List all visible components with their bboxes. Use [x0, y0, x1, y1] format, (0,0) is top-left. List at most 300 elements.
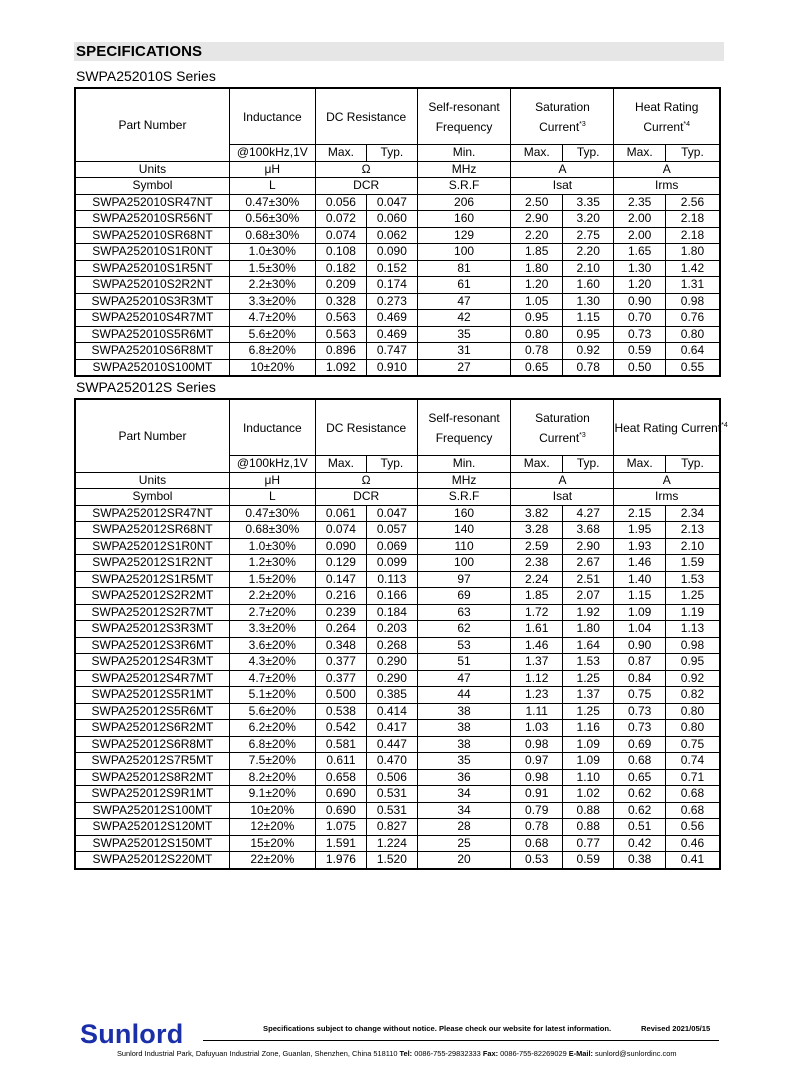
srf-min-cell: 44 — [417, 687, 511, 704]
dcr-max-cell: 0.074 — [315, 227, 366, 244]
dcr-max-cell: 0.328 — [315, 293, 366, 310]
dcr-typ-header: Typ. — [367, 456, 417, 473]
table-row — [75, 819, 720, 836]
irms-typ-cell: 2.13 — [665, 522, 720, 539]
isat-typ-cell: 2.20 — [562, 244, 613, 261]
inductance-cell: 1.5±20% — [229, 571, 315, 588]
isat-max-cell: 3.82 — [511, 505, 562, 522]
irms-typ-cell: 0.80 — [665, 703, 720, 720]
inductance-cell: 2.7±20% — [229, 604, 315, 621]
irms-max-cell: 0.84 — [614, 670, 665, 687]
table-row — [75, 522, 720, 539]
irms-max-cell: 1.93 — [614, 538, 665, 555]
isat-typ-cell: 1.25 — [562, 670, 613, 687]
isat-typ-cell: 1.37 — [562, 687, 613, 704]
irms-max-cell: 0.62 — [614, 786, 665, 803]
units-label: Units — [75, 472, 229, 489]
spec-table-swpa252010s — [74, 87, 721, 377]
inductance-cell: 6.8±20% — [229, 343, 315, 360]
inductance-cell: 1.0±30% — [229, 244, 315, 261]
inductance-cell: 1.2±30% — [229, 555, 315, 572]
part-number-cell: SWPA252010S3R3MT — [75, 293, 229, 310]
table-row — [75, 194, 720, 211]
isat-typ-cell: 2.51 — [562, 571, 613, 588]
inductance-cell: 6.2±20% — [229, 720, 315, 737]
part-number-cell: SWPA252010SR56NT — [75, 211, 229, 228]
dcr-max-cell: 1.092 — [315, 359, 366, 376]
srf-min-cell: 35 — [417, 326, 511, 343]
header-srf: Self-resonant Frequency — [417, 399, 511, 456]
dcr-typ-cell: 0.060 — [367, 211, 417, 228]
isat-typ-cell: 4.27 — [562, 505, 613, 522]
tel-label: Tel: — [399, 1049, 413, 1058]
irms-max-cell: 1.04 — [614, 621, 665, 638]
dcr-max-cell: 0.611 — [315, 753, 366, 770]
dcr-typ-cell: 0.184 — [367, 604, 417, 621]
dcr-typ-cell: 0.166 — [367, 588, 417, 605]
irms-typ-cell: 0.80 — [665, 326, 720, 343]
section-title: SPECIFICATIONS — [76, 43, 203, 60]
inductance-cell: 9.1±20% — [229, 786, 315, 803]
table-row — [75, 227, 720, 244]
isat-max-cell: 2.38 — [511, 555, 562, 572]
isat-max-cell: 2.20 — [511, 227, 562, 244]
part-number-cell: SWPA252012S6R2MT — [75, 720, 229, 737]
dcr-max-cell: 0.216 — [315, 588, 366, 605]
srf-min-cell: 34 — [417, 802, 511, 819]
dcr-typ-cell: 0.469 — [367, 326, 417, 343]
series-title-1: SWPA252010S Series — [76, 68, 216, 84]
units-row — [75, 161, 720, 178]
irms-typ-cell: 0.98 — [665, 293, 720, 310]
irms-typ-cell: 1.13 — [665, 621, 720, 638]
isat-max-cell: 0.78 — [511, 819, 562, 836]
unit-srf: MHz — [417, 472, 511, 489]
inductance-cell: 7.5±20% — [229, 753, 315, 770]
irms-typ-cell: 0.55 — [665, 359, 720, 376]
isat-typ-cell: 1.30 — [562, 293, 613, 310]
isat-max-cell: 0.98 — [511, 769, 562, 786]
footnote-marker: *3 — [579, 431, 586, 439]
part-number-cell: SWPA252010S6R8MT — [75, 343, 229, 360]
isat-max-cell: 2.59 — [511, 538, 562, 555]
symbol-row — [75, 489, 720, 506]
inductance-cell: 10±20% — [229, 802, 315, 819]
isat-typ-cell: 3.20 — [562, 211, 613, 228]
irms-typ-cell: 0.56 — [665, 819, 720, 836]
srf-min-cell: 35 — [417, 753, 511, 770]
spec-table-swpa252012s — [74, 398, 728, 870]
inductance-cell: 2.2±20% — [229, 588, 315, 605]
dcr-typ-cell: 0.273 — [367, 293, 417, 310]
srf-min-cell: 160 — [417, 505, 511, 522]
footer-revised-date: Revised 2021/05/15 — [641, 1024, 711, 1033]
part-number-cell: SWPA252012S8R2MT — [75, 769, 229, 786]
table-row — [75, 293, 720, 310]
irms-typ-cell: 1.19 — [665, 604, 720, 621]
srf-min-cell: 63 — [417, 604, 511, 621]
dcr-typ-cell: 0.069 — [367, 538, 417, 555]
part-number-cell: SWPA252010S1R5NT — [75, 260, 229, 277]
heat-max-header: Max. — [614, 456, 665, 473]
dcr-max-cell: 0.209 — [315, 277, 366, 294]
part-number-cell: SWPA252012S1R5MT — [75, 571, 229, 588]
symbol-srf: S.R.F — [417, 489, 511, 506]
irms-max-cell: 1.65 — [614, 244, 665, 261]
symbol-row — [75, 178, 720, 195]
dcr-max-cell: 0.072 — [315, 211, 366, 228]
inductance-cell: 5.1±20% — [229, 687, 315, 704]
inductance-cell: 4.7±20% — [229, 670, 315, 687]
isat-max-cell: 2.90 — [511, 211, 562, 228]
dcr-max-cell: 0.377 — [315, 654, 366, 671]
isat-max-cell: 0.65 — [511, 359, 562, 376]
series-title-2: SWPA252012S Series — [76, 379, 216, 395]
irms-max-cell: 0.70 — [614, 310, 665, 327]
table-row — [75, 835, 720, 852]
dcr-max-cell: 0.147 — [315, 571, 366, 588]
irms-typ-cell: 0.95 — [665, 654, 720, 671]
srf-min-cell: 53 — [417, 637, 511, 654]
srf-min-cell: 34 — [417, 786, 511, 803]
part-number-cell: SWPA252010SR68NT — [75, 227, 229, 244]
sat-max-header: Max. — [511, 145, 562, 162]
email-address: sunlord@sunlordinc.com — [595, 1049, 677, 1058]
part-number-cell: SWPA252010SR47NT — [75, 194, 229, 211]
srf-min-cell: 51 — [417, 654, 511, 671]
irms-typ-cell: 0.75 — [665, 736, 720, 753]
dcr-max-cell: 0.264 — [315, 621, 366, 638]
irms-typ-cell: 0.98 — [665, 637, 720, 654]
dcr-max-cell: 0.108 — [315, 244, 366, 261]
isat-typ-cell: 2.67 — [562, 555, 613, 572]
isat-max-cell: 1.37 — [511, 654, 562, 671]
irms-max-cell: 0.90 — [614, 637, 665, 654]
isat-max-cell: 2.50 — [511, 194, 562, 211]
isat-typ-cell: 1.10 — [562, 769, 613, 786]
inductance-cell: 0.68±30% — [229, 522, 315, 539]
isat-typ-cell: 1.64 — [562, 637, 613, 654]
irms-max-cell: 1.09 — [614, 604, 665, 621]
symbol-label: Symbol — [75, 178, 229, 195]
isat-max-cell: 1.12 — [511, 670, 562, 687]
header-inductance: Inductance — [229, 399, 315, 456]
inductance-cell: 3.6±20% — [229, 637, 315, 654]
isat-max-cell: 1.11 — [511, 703, 562, 720]
table-row — [75, 852, 720, 869]
part-number-cell: SWPA252012S150MT — [75, 835, 229, 852]
isat-typ-cell: 0.88 — [562, 802, 613, 819]
table-row — [75, 802, 720, 819]
irms-max-cell: 0.42 — [614, 835, 665, 852]
table-body — [75, 505, 720, 869]
part-number-cell: SWPA252010S1R0NT — [75, 244, 229, 261]
srf-min-cell: 28 — [417, 819, 511, 836]
irms-max-cell: 0.73 — [614, 720, 665, 737]
table-row — [75, 505, 720, 522]
srf-min-header: Min. — [417, 456, 511, 473]
sunlord-logo: Sunlord — [80, 1019, 184, 1049]
srf-min-cell: 38 — [417, 703, 511, 720]
table-row — [75, 604, 720, 621]
isat-max-cell: 1.46 — [511, 637, 562, 654]
dcr-typ-cell: 0.747 — [367, 343, 417, 360]
tel-number: 0086-755-29832333 — [414, 1049, 481, 1058]
irms-max-cell: 1.20 — [614, 277, 665, 294]
srf-min-cell: 81 — [417, 260, 511, 277]
part-number-cell: SWPA252010S5R6MT — [75, 326, 229, 343]
table-row — [75, 555, 720, 572]
header-heat-rating-current: Heat Rating Current$^{*4}$ — [614, 88, 720, 145]
header-part-number: Part Number — [75, 88, 229, 161]
table-row — [75, 654, 720, 671]
dcr-max-cell: 1.976 — [315, 852, 366, 869]
isat-typ-cell: 1.60 — [562, 277, 613, 294]
isat-typ-cell: 1.92 — [562, 604, 613, 621]
isat-typ-cell: 0.59 — [562, 852, 613, 869]
irms-max-cell: 0.65 — [614, 769, 665, 786]
unit-dcr: Ω — [315, 161, 417, 178]
footnote-marker: *4 — [683, 120, 691, 128]
irms-typ-cell: 2.34 — [665, 505, 720, 522]
footer-contact — [117, 1049, 677, 1058]
part-number-cell: SWPA252012S9R1MT — [75, 786, 229, 803]
table-row — [75, 670, 720, 687]
inductance-cell: 8.2±20% — [229, 769, 315, 786]
symbol-inductance: L — [229, 178, 315, 195]
irms-typ-cell: 2.18 — [665, 227, 720, 244]
srf-min-cell: 160 — [417, 211, 511, 228]
section-title-bar — [74, 42, 724, 61]
dcr-max-cell: 0.182 — [315, 260, 366, 277]
part-number-cell: SWPA252012SR68NT — [75, 522, 229, 539]
srf-min-cell: 100 — [417, 244, 511, 261]
irms-max-cell: 2.00 — [614, 227, 665, 244]
isat-typ-cell: 3.35 — [562, 194, 613, 211]
table-row — [75, 786, 720, 803]
part-number-cell: SWPA252012S220MT — [75, 852, 229, 869]
irms-typ-cell: 0.71 — [665, 769, 720, 786]
table-row — [75, 736, 720, 753]
isat-typ-cell: 1.80 — [562, 621, 613, 638]
isat-typ-cell: 2.75 — [562, 227, 613, 244]
irms-typ-cell: 0.74 — [665, 753, 720, 770]
dcr-max-cell: 0.690 — [315, 786, 366, 803]
dcr-typ-cell: 0.057 — [367, 522, 417, 539]
part-number-cell: SWPA252010S100MT — [75, 359, 229, 376]
dcr-typ-cell: 0.414 — [367, 703, 417, 720]
inductance-cell: 22±20% — [229, 852, 315, 869]
table-row — [75, 244, 720, 261]
heat-typ-header: Typ. — [665, 456, 720, 473]
srf-min-cell: 69 — [417, 588, 511, 605]
irms-typ-cell: 0.64 — [665, 343, 720, 360]
irms-typ-cell: 2.56 — [665, 194, 720, 211]
dcr-max-cell: 0.090 — [315, 538, 366, 555]
isat-max-cell: 1.80 — [511, 260, 562, 277]
irms-typ-cell: 1.53 — [665, 571, 720, 588]
fax-label: Fax: — [482, 1049, 499, 1058]
irms-typ-cell: 0.92 — [665, 670, 720, 687]
isat-max-cell: 0.98 — [511, 736, 562, 753]
irms-max-cell: 2.15 — [614, 505, 665, 522]
irms-max-cell: 0.75 — [614, 687, 665, 704]
dcr-typ-cell: 0.174 — [367, 277, 417, 294]
footer-notice: Specifications subject to change without notice. Please check our website for latest information. — [263, 1024, 612, 1033]
table-row — [75, 277, 720, 294]
dcr-typ-cell: 0.268 — [367, 637, 417, 654]
unit-heat: A — [614, 472, 720, 489]
dcr-max-cell: 0.348 — [315, 637, 366, 654]
inductance-cell: 3.3±20% — [229, 621, 315, 638]
isat-max-cell: 1.85 — [511, 588, 562, 605]
isat-typ-cell: 1.09 — [562, 753, 613, 770]
part-number-cell: SWPA252012S3R6MT — [75, 637, 229, 654]
table-row — [75, 621, 720, 638]
irms-typ-cell: 0.76 — [665, 310, 720, 327]
irms-typ-cell: 0.82 — [665, 687, 720, 704]
symbol-heat: Irms — [614, 489, 720, 506]
header-saturation-current: Saturation Current$^{*3}$ — [511, 88, 614, 145]
irms-typ-cell: 0.46 — [665, 835, 720, 852]
inductance-cell: 0.68±30% — [229, 227, 315, 244]
dcr-max-header: Max. — [315, 145, 366, 162]
irms-max-cell: 1.40 — [614, 571, 665, 588]
irms-max-cell: 1.46 — [614, 555, 665, 572]
dcr-max-cell: 1.591 — [315, 835, 366, 852]
dcr-max-cell: 0.581 — [315, 736, 366, 753]
dcr-typ-cell: 0.417 — [367, 720, 417, 737]
header-dc-resistance: DC Resistance — [315, 399, 417, 456]
inductance-cell: 6.8±20% — [229, 736, 315, 753]
inductance-cell: 0.47±30% — [229, 194, 315, 211]
srf-min-cell: 100 — [417, 555, 511, 572]
irms-typ-cell: 0.41 — [665, 852, 720, 869]
dcr-max-cell: 0.239 — [315, 604, 366, 621]
srf-min-cell: 38 — [417, 736, 511, 753]
srf-min-cell: 140 — [417, 522, 511, 539]
isat-typ-cell: 1.15 — [562, 310, 613, 327]
dcr-max-cell: 0.896 — [315, 343, 366, 360]
unit-sat: A — [511, 472, 614, 489]
isat-typ-cell: 1.25 — [562, 703, 613, 720]
irms-max-cell: 0.62 — [614, 802, 665, 819]
irms-max-cell: 2.00 — [614, 211, 665, 228]
isat-max-cell: 1.05 — [511, 293, 562, 310]
srf-min-cell: 38 — [417, 720, 511, 737]
srf-min-cell: 129 — [417, 227, 511, 244]
footer-address: Sunlord Industrial Park, Dafuyuan Industrial Zone, Guanlan, Shenzhen, China 518110 — [117, 1049, 398, 1058]
isat-typ-cell: 0.78 — [562, 359, 613, 376]
inductance-cell: 4.7±20% — [229, 310, 315, 327]
inductance-cell: 0.47±30% — [229, 505, 315, 522]
irms-max-cell: 0.51 — [614, 819, 665, 836]
dcr-typ-cell: 0.090 — [367, 244, 417, 261]
fax-number: 0086-755-82269029 — [500, 1049, 567, 1058]
header-saturation-current: Saturation Current$^{*3}$ — [511, 399, 614, 456]
isat-typ-cell: 0.88 — [562, 819, 613, 836]
part-number-cell: SWPA252012S3R3MT — [75, 621, 229, 638]
part-number-cell: SWPA252012S1R0NT — [75, 538, 229, 555]
irms-typ-cell: 2.18 — [665, 211, 720, 228]
isat-typ-cell: 2.07 — [562, 588, 613, 605]
isat-max-cell: 1.72 — [511, 604, 562, 621]
irms-max-cell: 0.59 — [614, 343, 665, 360]
test-condition: @100kHz,1V — [229, 145, 315, 162]
irms-typ-cell: 1.25 — [665, 588, 720, 605]
sat-max-header: Max. — [511, 456, 562, 473]
table-body — [75, 194, 720, 376]
inductance-cell: 5.6±20% — [229, 326, 315, 343]
inductance-cell: 1.0±30% — [229, 538, 315, 555]
inductance-cell: 12±20% — [229, 819, 315, 836]
header-row — [75, 399, 720, 456]
dcr-typ-cell: 0.827 — [367, 819, 417, 836]
unit-dcr: Ω — [315, 472, 417, 489]
table-row — [75, 571, 720, 588]
dcr-typ-cell: 0.469 — [367, 310, 417, 327]
inductance-cell: 5.6±20% — [229, 703, 315, 720]
isat-max-cell: 0.80 — [511, 326, 562, 343]
header-srf: Self-resonant Frequency — [417, 88, 511, 145]
part-number-cell: SWPA252012S2R7MT — [75, 604, 229, 621]
header-heat-rating-current: Heat Rating Current$^{*4}$ — [614, 399, 720, 456]
table-row — [75, 703, 720, 720]
table-row — [75, 211, 720, 228]
srf-min-cell: 25 — [417, 835, 511, 852]
units-label: Units — [75, 161, 229, 178]
isat-max-cell: 2.24 — [511, 571, 562, 588]
irms-typ-cell: 0.68 — [665, 786, 720, 803]
table-row — [75, 538, 720, 555]
footer-divider — [203, 1040, 719, 1041]
table-row — [75, 720, 720, 737]
dcr-max-header: Max. — [315, 456, 366, 473]
inductance-cell: 1.5±30% — [229, 260, 315, 277]
symbol-inductance: L — [229, 489, 315, 506]
dcr-typ-cell: 0.385 — [367, 687, 417, 704]
srf-min-header: Min. — [417, 145, 511, 162]
isat-typ-cell: 2.10 — [562, 260, 613, 277]
dcr-typ-cell: 0.203 — [367, 621, 417, 638]
part-number-cell: SWPA252012S1R2NT — [75, 555, 229, 572]
header-part-number: Part Number — [75, 399, 229, 472]
unit-inductance: μH — [229, 161, 315, 178]
dcr-max-cell: 0.377 — [315, 670, 366, 687]
inductance-cell: 4.3±20% — [229, 654, 315, 671]
isat-typ-cell: 0.77 — [562, 835, 613, 852]
irms-typ-cell: 1.31 — [665, 277, 720, 294]
srf-min-cell: 47 — [417, 293, 511, 310]
dcr-max-cell: 0.500 — [315, 687, 366, 704]
part-number-cell: SWPA252010S2R2NT — [75, 277, 229, 294]
irms-typ-cell: 2.10 — [665, 538, 720, 555]
heat-typ-header: Typ. — [665, 145, 720, 162]
unit-heat: A — [614, 161, 720, 178]
symbol-heat: Irms — [614, 178, 720, 195]
part-number-cell: SWPA252012S6R8MT — [75, 736, 229, 753]
units-row — [75, 472, 720, 489]
srf-min-cell: 206 — [417, 194, 511, 211]
dcr-typ-cell: 0.470 — [367, 753, 417, 770]
dcr-typ-cell: 0.290 — [367, 670, 417, 687]
srf-min-cell: 61 — [417, 277, 511, 294]
isat-typ-cell: 1.53 — [562, 654, 613, 671]
srf-min-cell: 42 — [417, 310, 511, 327]
isat-max-cell: 1.85 — [511, 244, 562, 261]
footnote-marker: *4 — [721, 421, 728, 429]
isat-typ-cell: 1.16 — [562, 720, 613, 737]
